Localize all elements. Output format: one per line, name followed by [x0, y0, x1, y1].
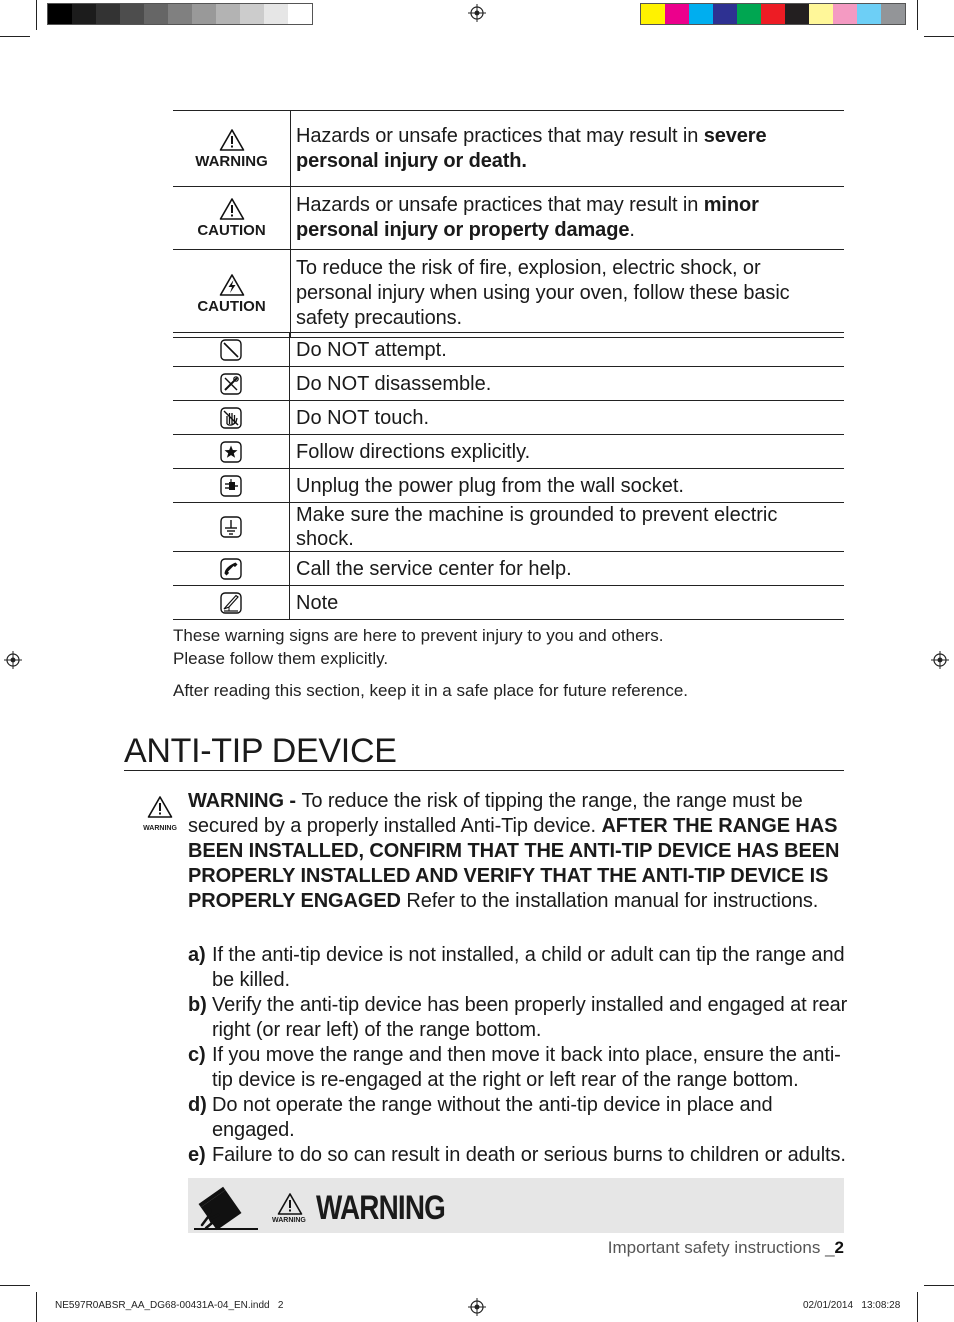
crop-mark: [924, 36, 954, 37]
crop-mark: [917, 0, 918, 30]
slug-date: 02/01/2014 13:08:28: [803, 1300, 901, 1311]
table-row: [173, 503, 844, 552]
color-swatch: [288, 4, 312, 24]
phone-icon: [220, 558, 242, 580]
warning-triangle-icon: [277, 1192, 303, 1216]
signal-icon-cell: [173, 111, 291, 187]
list-letter: a): [188, 944, 206, 966]
table-row: [173, 435, 844, 469]
color-swatch: [120, 4, 144, 24]
signal-text-bold: minor personal injury or property damage: [296, 194, 759, 241]
color-swatch: [665, 4, 689, 24]
color-swatch: [737, 4, 761, 24]
list-text: Failure to do so can result in death or serious burns to children or adults.: [212, 1144, 846, 1166]
crop-mark: [0, 1285, 30, 1286]
symbol-description: Do NOT touch.: [290, 401, 845, 435]
warning-text: To reduce the risk of tipping the range, the range must be secured by a properly installed Anti-Tip device.: [188, 790, 803, 837]
footer-section: Important safety instructions _: [607, 1238, 835, 1257]
list-text: If you move the range and then move it back into place, ensure the anti-tip device is re-engaged at the right or left rear of the range bottom.: [212, 1044, 841, 1091]
symbol-icon-cell: [173, 333, 290, 367]
symbol-icon-cell: [173, 401, 290, 435]
symbol-icon-cell: [173, 469, 290, 503]
table-row: [173, 333, 844, 367]
symbol-description: Note: [290, 586, 845, 620]
color-swatch: [72, 4, 96, 24]
list-letter: e): [188, 1144, 206, 1166]
symbol-description: Call the service center for help.: [290, 552, 845, 586]
list-letter: d): [188, 1094, 207, 1116]
table-row: [173, 586, 844, 620]
no-touch-icon: [220, 407, 242, 429]
list-letter: b): [188, 994, 207, 1016]
list-item: [188, 1093, 848, 1143]
signal-text-bold: severe personal injury or death.: [296, 124, 767, 172]
table-row: [173, 111, 844, 187]
warning-banner: [188, 1178, 844, 1233]
anti-tip-warning-paragraph: [188, 789, 844, 914]
color-swatch: [857, 4, 881, 24]
list-text: Verify the anti-tip device has been properly installed and engaged at rear right (or rear left) of the range bottom.: [212, 994, 848, 1041]
signal-icon-cell: [173, 250, 291, 338]
list-text: Do not operate the range without the anti-tip device in place and engaged.: [212, 1094, 773, 1141]
ground-icon: [220, 516, 242, 538]
note-icon: [220, 592, 242, 614]
color-swatch: [216, 4, 240, 24]
symbol-description: Unplug the power plug from the wall socket.: [290, 469, 845, 503]
crop-mark: [0, 36, 30, 37]
page-number: 2: [834, 1238, 844, 1257]
symbol-icon-cell: [173, 435, 290, 469]
no-disassemble-icon: [220, 373, 242, 395]
symbol-icon-cell: [173, 552, 290, 586]
banner-small-label: WARNING: [272, 1217, 306, 1224]
prohibited-icon: [220, 339, 242, 361]
electric-caution-icon: [219, 273, 245, 297]
anti-tip-list: [188, 943, 848, 1168]
registration-mark-icon: [468, 4, 486, 22]
warning-badge-label: WARNING: [143, 825, 177, 832]
warning-triangle-icon: [219, 128, 245, 152]
symbol-table: [173, 332, 844, 620]
signal-description: [291, 187, 845, 250]
list-item: [188, 1043, 848, 1093]
signal-description: [291, 250, 845, 338]
color-swatch: [761, 4, 785, 24]
gray-color-bar: [47, 3, 313, 25]
color-swatch: [96, 4, 120, 24]
color-swatch: [809, 4, 833, 24]
color-swatch: [240, 4, 264, 24]
unplug-icon: [220, 475, 242, 497]
color-swatch: [144, 4, 168, 24]
signal-label: CAUTION: [197, 297, 266, 315]
symbol-icon-cell: [173, 503, 290, 552]
follow-directions-icon: [220, 441, 242, 463]
table-row: [173, 367, 844, 401]
note-line: Please follow them explicitly.: [173, 649, 389, 668]
registration-mark-icon: [468, 1298, 486, 1316]
crop-mark: [36, 1292, 37, 1322]
color-swatch: [641, 4, 665, 24]
caution-triangle-icon: [219, 197, 245, 221]
symbol-description: Follow directions explicitly.: [290, 435, 845, 469]
list-item: [188, 943, 848, 993]
note-line: After reading this section, keep it in a safe place for future reference.: [173, 681, 689, 700]
symbol-description: Do NOT disassemble.: [290, 367, 845, 401]
color-swatch: [713, 4, 737, 24]
signal-label: CAUTION: [197, 222, 266, 239]
signal-label: WARNING: [195, 152, 268, 170]
table-row: [173, 187, 844, 250]
color-swatch: [689, 4, 713, 24]
color-swatch: [168, 4, 192, 24]
color-swatch: [785, 4, 809, 24]
signal-text-end: .: [629, 219, 635, 241]
symbol-description: Do NOT attempt.: [290, 333, 845, 367]
symbol-description: Make sure the machine is grounded to prevent electric shock.: [290, 503, 845, 552]
warning-caps: AFTER THE RANGE HAS BEEN INSTALLED, CONFIRM THAT THE ANTI-TIP DEVICE HAS BEEN PROPERLY INSTALLED AND VERIFY THAT THE ANTI-TIP DEVICE IS PROPERLY ENGAGED: [188, 815, 840, 912]
list-item: [188, 993, 848, 1043]
warning-lead: WARNING -: [188, 790, 302, 812]
signal-icon-cell: [173, 187, 291, 250]
warning-badge: [142, 795, 178, 832]
table-row: [173, 552, 844, 586]
section-title: ANTI-TIP DEVICE: [124, 732, 844, 771]
color-swatch: [48, 4, 72, 24]
warning-tail: Refer to the installation manual for instructions.: [400, 890, 819, 912]
table-row: [173, 401, 844, 435]
note-line: These warning signs are here to prevent injury to you and others.: [173, 626, 664, 645]
crop-mark: [36, 0, 37, 30]
signal-description: [291, 111, 845, 187]
color-swatch: [881, 4, 905, 24]
crop-mark: [917, 1292, 918, 1322]
table-row: [173, 469, 844, 503]
color-swatch: [264, 4, 288, 24]
banner-title: WARNING: [316, 1189, 446, 1227]
process-color-bar: [640, 3, 906, 25]
signal-text: Hazards or unsafe practices that may result in: [296, 124, 704, 147]
table-row: [173, 250, 844, 338]
color-swatch: [192, 4, 216, 24]
tipping-range-icon: [192, 1181, 260, 1231]
symbol-icon-cell: [173, 367, 290, 401]
page-footer: [608, 1238, 844, 1258]
list-item: [188, 1143, 848, 1168]
color-swatch: [833, 4, 857, 24]
registration-mark-icon: [931, 651, 949, 669]
warning-triangle-icon: [147, 795, 173, 819]
signal-text: To reduce the risk of fire, explosion, electric shock, or personal injury when using your oven, follow these basic safety precautions.: [296, 257, 790, 329]
list-text: If the anti-tip device is not installed, a child or adult can tip the range and be killed.: [212, 944, 845, 991]
signal-text: Hazards or unsafe practices that may result in: [296, 194, 704, 216]
registration-mark-icon: [4, 651, 22, 669]
list-letter: c): [188, 1044, 206, 1066]
slug-filename: NE597R0ABSR_AA_DG68-00431A-04_EN.indd 2: [55, 1300, 284, 1311]
signal-word-table: [173, 110, 844, 338]
crop-mark: [924, 1285, 954, 1286]
symbol-icon-cell: [173, 586, 290, 620]
